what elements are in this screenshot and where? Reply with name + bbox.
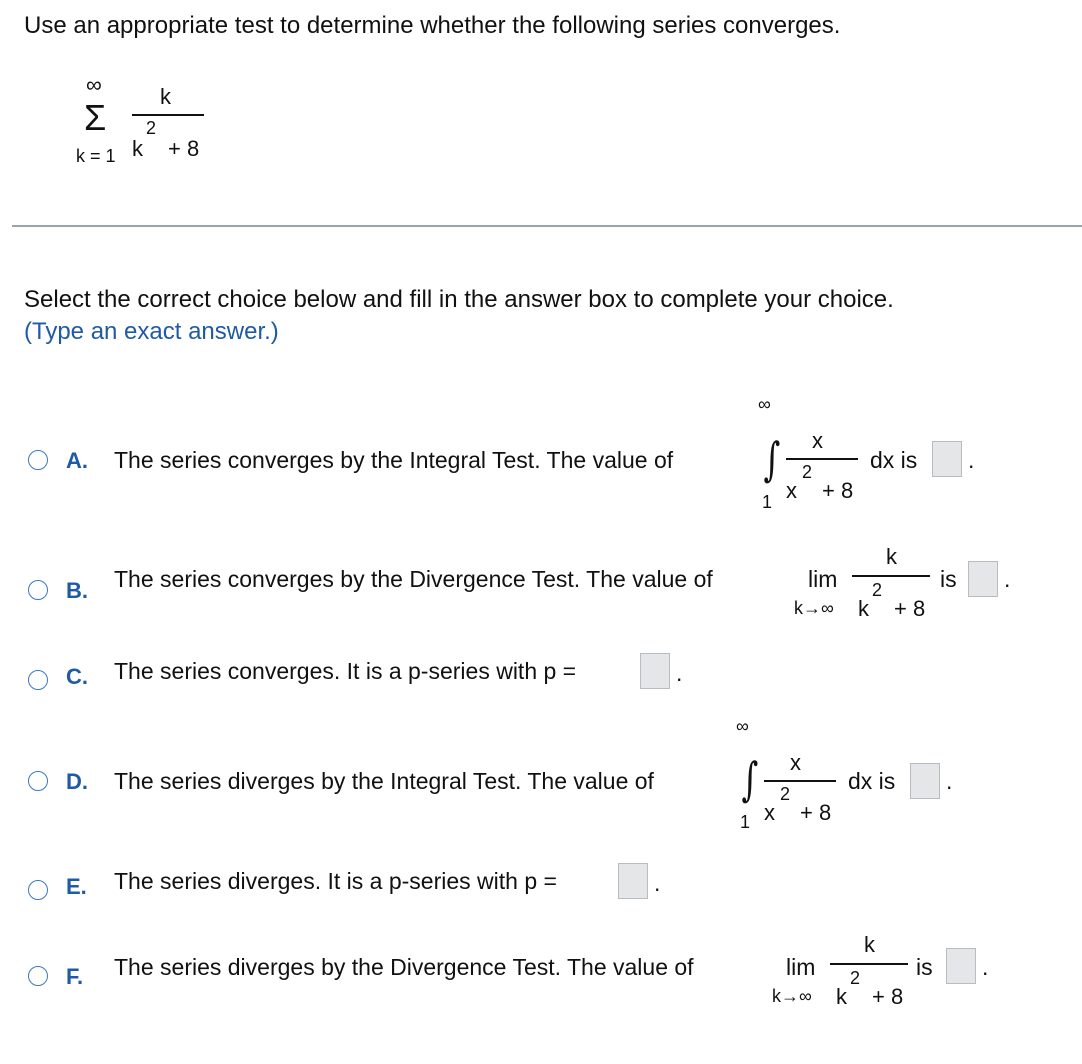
choice-e-letter: E. [66, 874, 87, 899]
choice-b-denominator-exponent: 2 [872, 580, 883, 600]
choice-a-denominator-rest: + 8 [822, 478, 854, 503]
choice-d-integral-upper: ∞ [736, 716, 749, 736]
choice-b-tail: is [940, 566, 957, 592]
choice-f-radio[interactable] [28, 966, 48, 986]
choice-f-numerator: k [864, 932, 875, 957]
question-instruction: Use an appropriate test to determine whether the following series converges. [24, 12, 841, 39]
choice-a-radio[interactable] [28, 450, 48, 470]
prompt-text: Select the correct choice below and fill in the answer box to complete your choice. [24, 286, 894, 313]
choice-f-fraction-bar [830, 963, 908, 965]
choice-b-lim-subscript: k→∞ [794, 598, 834, 618]
choice-a-fraction-bar [786, 458, 858, 460]
sigma-symbol: Σ [84, 97, 107, 138]
choice-c-radio[interactable] [28, 670, 48, 690]
choice-a-numerator: x [812, 428, 823, 453]
choice-e-text: The series diverges. It is a p-series with p = [114, 868, 557, 894]
series-denominator-base: k [132, 136, 143, 161]
choice-d-tail: dx is [848, 768, 896, 794]
section-divider [12, 225, 1082, 227]
choice-a-period: . [968, 447, 975, 473]
choice-c-letter: C. [66, 664, 88, 689]
choice-b-fraction-bar [852, 575, 930, 577]
choice-b-period: . [1004, 566, 1011, 592]
choice-b-denominator-rest: + 8 [894, 596, 926, 621]
choice-f-answer-box[interactable] [946, 948, 976, 984]
choice-a-denominator-exponent: 2 [802, 462, 813, 482]
choice-b-text: The series converges by the Divergence Test. The value of [114, 566, 713, 592]
integral-sign-icon: ∫ [741, 752, 759, 806]
choice-f-letter: F. [66, 964, 84, 989]
series-numerator: k [160, 84, 171, 109]
choice-a-integral-upper: ∞ [758, 394, 771, 414]
series-lower-limit: k = 1 [76, 146, 116, 166]
choice-f-period: . [982, 954, 989, 980]
choice-d-denominator-rest: + 8 [800, 800, 832, 825]
choice-d-integral-lower: 1 [740, 812, 751, 832]
choice-a-integral-lower: 1 [762, 492, 773, 512]
choice-f-lim-subscript: k→∞ [772, 986, 812, 1006]
integral-sign-icon: ∫ [763, 432, 781, 486]
choice-d-letter: D. [66, 769, 88, 794]
choice-b-radio[interactable] [28, 580, 48, 600]
series-upper-limit: ∞ [86, 72, 102, 97]
choice-d-denominator-exponent: 2 [780, 784, 791, 804]
choice-e-radio[interactable] [28, 880, 48, 900]
choice-f-denominator-base: k [836, 984, 847, 1009]
choice-f-denominator-rest: + 8 [872, 984, 904, 1009]
series-denominator-rest: + 8 [168, 136, 200, 161]
choice-b-denominator-base: k [858, 596, 869, 621]
series-denominator-exponent: 2 [146, 118, 157, 138]
choice-b-numerator: k [886, 544, 897, 569]
choice-a-text: The series converges by the Integral Test. The value of [114, 447, 674, 473]
choice-e-answer-box[interactable] [618, 863, 648, 899]
choice-d-fraction-bar [764, 780, 836, 782]
series-fraction-bar [132, 114, 204, 116]
choice-a-answer-box[interactable] [932, 441, 962, 477]
choice-a-denominator-base: x [786, 478, 797, 503]
choice-e-period: . [654, 870, 661, 896]
choice-f-lim: lim [786, 954, 816, 980]
choice-f-denominator-exponent: 2 [850, 968, 861, 988]
choice-b-answer-box[interactable] [968, 561, 998, 597]
choice-c-text: The series converges. It is a p-series with p = [114, 658, 577, 684]
choice-d-denominator-base: x [764, 800, 775, 825]
choice-f-tail: is [916, 954, 933, 980]
choice-c-period: . [676, 660, 683, 686]
choice-b-lim: lim [808, 566, 838, 592]
choice-a-letter: A. [66, 448, 88, 473]
choice-f-text: The series diverges by the Divergence Test. The value of [114, 954, 694, 980]
choice-d-answer-box[interactable] [910, 763, 940, 799]
prompt-hint: (Type an exact answer.) [24, 318, 279, 345]
choice-a-tail: dx is [870, 447, 918, 473]
choice-d-period: . [946, 768, 953, 794]
choice-d-radio[interactable] [28, 771, 48, 791]
choice-d-numerator: x [790, 750, 801, 775]
choice-b-letter: B. [66, 578, 88, 603]
choice-d-text: The series diverges by the Integral Test. The value of [114, 768, 654, 794]
choice-c-answer-box[interactable] [640, 653, 670, 689]
